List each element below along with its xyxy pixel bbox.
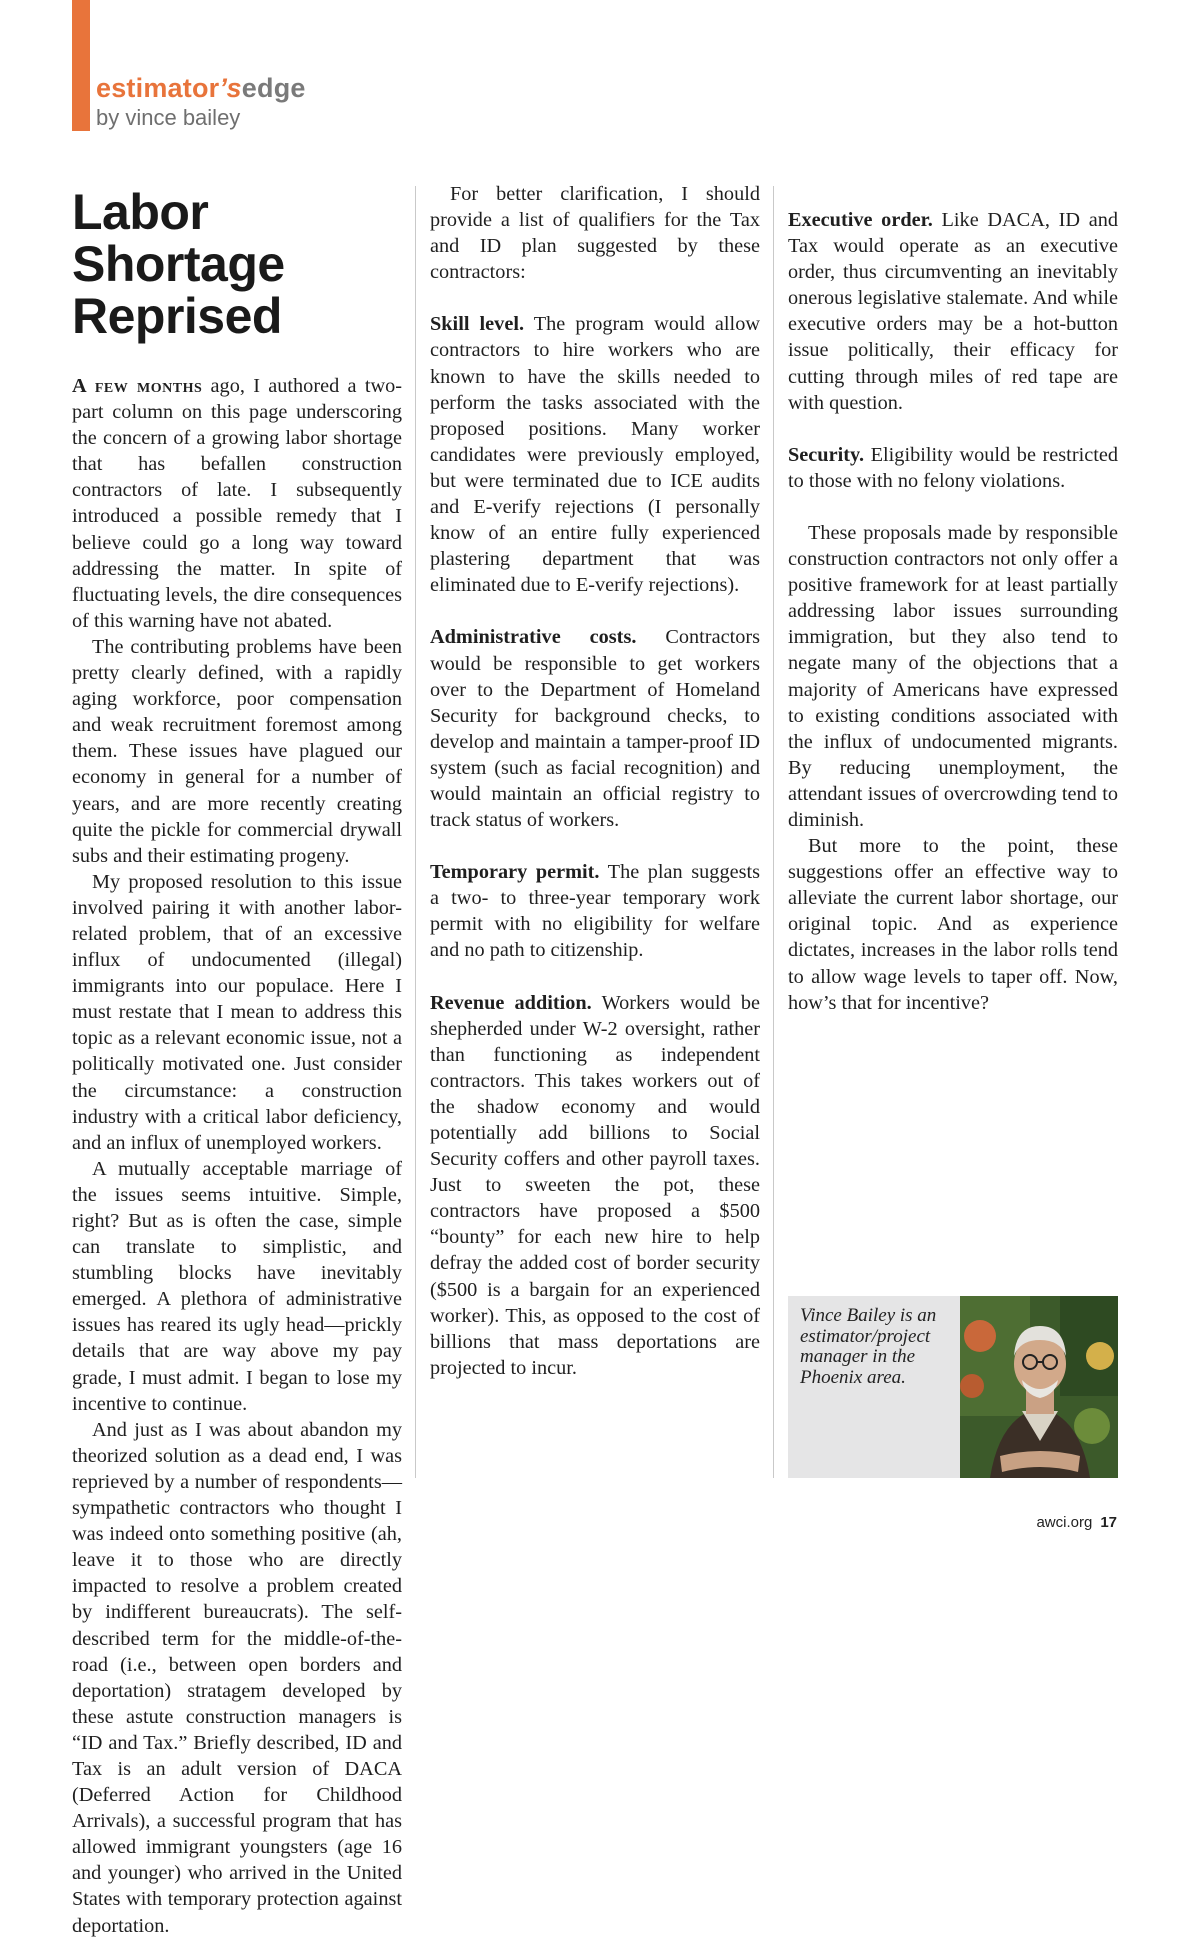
qualifier-heading: Revenue addition. bbox=[430, 991, 592, 1014]
qualifier-text: The plan suggests a two- to three-year temporary work permit with no eligibility for welfare and no path to citizenship. bbox=[430, 861, 761, 962]
author-bio-box bbox=[788, 1296, 1118, 1478]
department-title-part2: ’s bbox=[219, 73, 242, 103]
qualifier-skill bbox=[430, 311, 760, 598]
qualifier-heading: Administrative costs. bbox=[430, 626, 637, 649]
qualifier-executive bbox=[788, 207, 1118, 416]
paragraph: My proposed resolution to this issue involved pairing it with another labor-related problem, that of an excessive influx of undocumented (illegal) immigrants into our populace. Here I must restate that I mean to address this topic as a relevant economic issue, not a politically motivated one. Just consider the circumstance: a construction industry with a critical labor deficiency, and an influx of unemployed workers. bbox=[72, 870, 402, 1154]
department-title-part3: edge bbox=[241, 73, 306, 103]
article-column-1 bbox=[72, 181, 402, 1939]
qualifier-admin bbox=[430, 624, 760, 833]
department-title-part1: estimator bbox=[96, 73, 220, 103]
qualifier-revenue bbox=[430, 990, 760, 1381]
paragraph: For better clarification, I should provide a list of qualifiers for the Tax and ID plan suggested by these contractors: bbox=[430, 183, 760, 284]
qualifier-heading: Skill level. bbox=[430, 313, 525, 336]
paragraph: A mutually acceptable marriage of the issues seems intuitive. Simple, right? But as is often the case, simple can translate to simplistic, and stumbling blocks have inevitably emerged. A plethora of administrative issues has reared its ugly head—prickly details that are way above my pay grade, I must admit. I began to lose my incentive to continue. bbox=[72, 1157, 402, 1415]
qualifier-text: The program would allow contractors to hire workers who are known to have the skills needed to perform the tasks associated with the proposed positions. Many worker candidates were previously employed, but were terminated due to ICE audits and E-verify rejections (I personally know of an entire fully experienced plastering department that was eliminated due to E-verify rejections). bbox=[430, 313, 760, 597]
department-title bbox=[96, 72, 306, 104]
byline: by vince bailey bbox=[96, 105, 241, 130]
qualifier-security bbox=[788, 442, 1118, 494]
article-column-2 bbox=[430, 181, 760, 1381]
page-number: 17 bbox=[1100, 1514, 1117, 1531]
paragraph: But more to the point, these suggestions offer an effective way to alleviate the current labor shortage, our original topic. And as experience dictates, increases in the labor rolls tend to allow wage levels to taper off. Now, how’s that for incentive? bbox=[788, 835, 1118, 1014]
lead-in: A few months bbox=[72, 375, 203, 397]
paragraph: The contributing problems have been pretty clearly defined, with a rapidly aging workforce, poor compensation and weak recruitment foremost among them. These issues have plagued our economy in general for a number of years, and are more recently creating quite the pickle for commercial drywall subs and their estimating progeny. bbox=[72, 635, 402, 867]
headline-line: Labor bbox=[72, 184, 209, 240]
qualifier-heading: Executive order. bbox=[788, 209, 933, 231]
paragraph: These proposals made by responsible construction contractors not only offer a positive framework for at least partially addressing labor issues surrounding immigration, but they also tend to negate many of the objections that a majority of Americans have expressed to existing conditions associated with the influx of undocumented migrants. By reducing unemployment, the attendant issues of overcrowding tend to diminish. bbox=[788, 521, 1118, 831]
accent-bar bbox=[72, 0, 90, 131]
qualifier-text: Contractors would be responsible to get workers over to the Department of Homeland Security for background checks, to develop and maintain a tamper-proof ID system (such as facial recognition) and would maintain an official registry to track status of workers. bbox=[430, 626, 760, 832]
headline-line: Reprised bbox=[72, 288, 282, 344]
paragraph bbox=[72, 373, 402, 634]
column-divider bbox=[773, 186, 774, 1478]
qualifier-text: Like DACA, ID and Tax would operate as an executive order, thus circumventing an inevitably onerous legislative stalemate. And while executive orders may be a hot-button issue politically, their efficacy for cutting through miles of red tape are with question. bbox=[788, 209, 1119, 414]
paragraph: And just as I was about abandon my theorized solution as a dead end, I was reprieved by a number of respondents—sympathetic contractors who thought I was indeed onto something positive (ah, leave it to those who are directly impacted to resolve a problem created by indifferent bureaucrats). The self-described term for the middle-of-the-road (i.e., between open borders and deportation) stratagem developed by these astute construction managers is “ID and Tax.” Briefly described, ID and Tax is an adult version of DACA (Deferred Action for Childhood Arrivals), a successful program that has allowed immigrant youngsters (age 16 and younger) who arrived in the United States with temporary protection against deportation. bbox=[72, 1418, 402, 1937]
qualifier-heading: Temporary permit. bbox=[430, 861, 600, 884]
headline bbox=[72, 186, 402, 342]
paragraph-text: ago, I authored a two-part column on this page underscoring the concern of a growing labor shortage that has befallen construction contractors of late. I subsequently introduced a possible remedy that I believe could go a long way toward addressing the matter. In spite of fluctuating levels, the dire consequences of this warning have not abated. bbox=[72, 375, 402, 632]
author-photo bbox=[960, 1296, 1118, 1478]
headline-line: Shortage bbox=[72, 236, 285, 292]
article-column-3 bbox=[788, 181, 1118, 1016]
column-divider bbox=[415, 186, 416, 1478]
page-footer bbox=[1036, 1514, 1117, 1531]
qualifier-text: Workers would be shepherded under W-2 oversight, rather than functioning as independent contractors. This takes workers out of the shadow economy and would potentially add billions to Social Security coffers and other payroll taxes. Just to sweeten the pot, these contractors have proposed a $500 “bounty” for each new hire to help defray the added cost of border security ($500 is a bargain for an experienced worker). This, as opposed to the cost of billions that mass deportations are projected to incur. bbox=[430, 991, 760, 1379]
author-bio-text: Vince Bailey is an estimator/project manager in the Phoenix area. bbox=[800, 1305, 937, 1388]
qualifier-temp bbox=[430, 859, 760, 963]
footer-site: awci.org bbox=[1036, 1514, 1093, 1531]
department-header bbox=[96, 72, 306, 132]
qualifier-text: Eligibility would be restricted to those with no felony violations. bbox=[788, 443, 1118, 492]
qualifier-heading: Security. bbox=[788, 443, 865, 466]
